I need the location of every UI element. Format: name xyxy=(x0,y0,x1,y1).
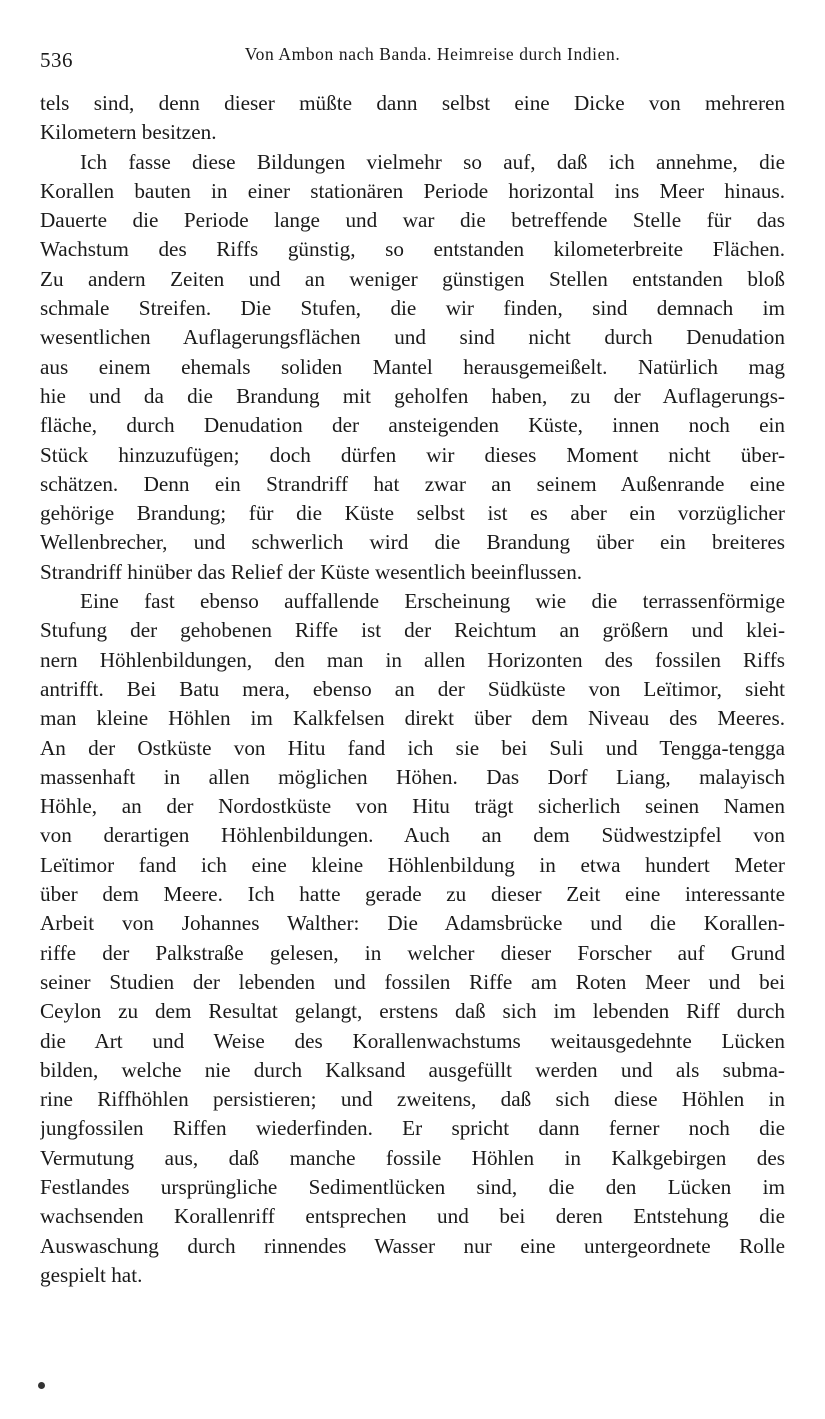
text-line: antrifft. Bei Batu mera, ebenso an der Südküste von Leïtimor, sieht xyxy=(40,676,785,701)
print-speck xyxy=(38,1382,45,1389)
text-line: über dem Meere. Ich hatte gerade zu dieser Zeit eine interessante xyxy=(40,882,785,907)
text-line: Wachstum des Riffs günstig, so entstanden kilometerbreite Flächen. xyxy=(40,237,785,262)
text-line: Leïtimor fand ich eine kleine Höhlenbildung in etwa hundert Meter xyxy=(40,852,785,877)
text-line: Kilometern besitzen. xyxy=(40,120,217,145)
text-line: wesentlichen Auflagerungsflächen und sind nicht durch Denudation xyxy=(40,325,785,350)
text-line: Arbeit von Johannes Walther: Die Adamsbrücke und die Korallen- xyxy=(40,911,785,936)
text-line: tels sind, denn dieser müßte dann selbst eine Dicke von mehreren xyxy=(40,91,785,115)
text-line: nern Höhlenbildungen, den man in allen Horizonten des fossilen Riffs xyxy=(40,647,785,672)
text-line: fläche, durch Denudation der ansteigenden Küste, innen noch ein xyxy=(40,413,785,438)
text-line: Dauerte die Periode lange und war die betreffende Stelle für das xyxy=(40,208,785,233)
text-line: hie und da die Brandung mit geholfen haben, zu der Auflagerungs- xyxy=(40,383,785,408)
text-line: wachsenden Korallenriff entsprechen und bei deren Entstehung die xyxy=(40,1204,785,1229)
text-line: Strandriff hinüber das Relief der Küste wesentlich beeinflussen. xyxy=(40,559,583,584)
text-line: An der Ostküste von Hitu fand ich sie bei Suli und Tengga-tengga xyxy=(40,735,785,760)
text-line: Stück hinzuzufügen; doch dürfen wir dieses Moment nicht über- xyxy=(40,442,785,467)
text-line: rine Riffhöhlen persistieren; und zweitens, daß sich diese Höhlen in xyxy=(40,1087,785,1112)
paragraph xyxy=(40,148,785,587)
text-line: Eine fast ebenso auffallende Erscheinung wie die terrassenförmige xyxy=(80,589,785,614)
text-line: riffe der Palkstraße gelesen, in welcher dieser Forscher auf Grund xyxy=(40,940,785,965)
text-line: Wellenbrecher, und schwerlich wird die Brandung über ein breiteres xyxy=(40,530,785,555)
text-line: schmale Streifen. Die Stufen, die wir finden, sind demnach im xyxy=(40,296,785,321)
text-line: Auswaschung durch rinnendes Wasser nur eine untergeordnete Rolle xyxy=(40,1233,785,1258)
text-line: Ich fasse diese Bildungen vielmehr so auf, daß ich annehme, die xyxy=(80,149,785,174)
page-number: 536 xyxy=(40,48,73,72)
text-line: von derartigen Höhlenbildungen. Auch an dem Südwestzipfel von xyxy=(40,823,785,848)
text-line: aus einem ehemals soliden Mantel herausgemeißelt. Natürlich mag xyxy=(40,354,785,379)
paragraph xyxy=(40,89,785,148)
body-text xyxy=(40,89,785,1290)
text-line: Zu andern Zeiten und an weniger günstigen Stellen entstanden bloß xyxy=(40,266,785,291)
text-line: Vermutung aus, daß manche fossile Höhlen in Kalkgebirgen des xyxy=(40,1145,785,1170)
text-line: gehörige Brandung; für die Küste selbst ist es aber ein vorzüglicher xyxy=(40,501,785,526)
text-line: Höhle, an der Nordostküste von Hitu trägt sicherlich seinen Namen xyxy=(40,794,785,819)
text-line: Ceylon zu dem Resultat gelangt, erstens daß sich im lebenden Riff durch xyxy=(40,999,785,1024)
text-line: jungfossilen Riffen wiederfinden. Er spricht dann ferner noch die xyxy=(40,1116,785,1141)
text-line: Korallen bauten in einer stationären Periode horizontal ins Meer hinaus. xyxy=(40,178,785,203)
text-line: Festlandes ursprüngliche Sedimentlücken sind, die den Lücken im xyxy=(40,1174,785,1199)
text-line: seiner Studien der lebenden und fossilen Riffe am Roten Meer und bei xyxy=(40,969,785,994)
text-line: schätzen. Denn ein Strandriff hat zwar an seinem Außenrande eine xyxy=(40,471,785,496)
paragraph xyxy=(40,587,785,1290)
text-line: man kleine Höhlen im Kalkfelsen direkt über dem Niveau des Meeres. xyxy=(40,706,785,731)
text-line: gespielt hat. xyxy=(40,1262,143,1287)
running-head-title: Von Ambon nach Banda. Heimreise durch Indien. xyxy=(244,44,621,64)
running-head xyxy=(40,44,785,74)
text-line: Stufung der gehobenen Riffe ist der Reichtum an größern und klei- xyxy=(40,618,785,643)
text-line: die Art und Weise des Korallenwachstums weitausgedehnte Lücken xyxy=(40,1028,785,1053)
text-line: massenhaft in allen möglichen Höhen. Das Dorf Liang, malayisch xyxy=(40,764,785,789)
text-line: bilden, welche nie durch Kalksand ausgefüllt werden und als subma- xyxy=(40,1057,785,1082)
